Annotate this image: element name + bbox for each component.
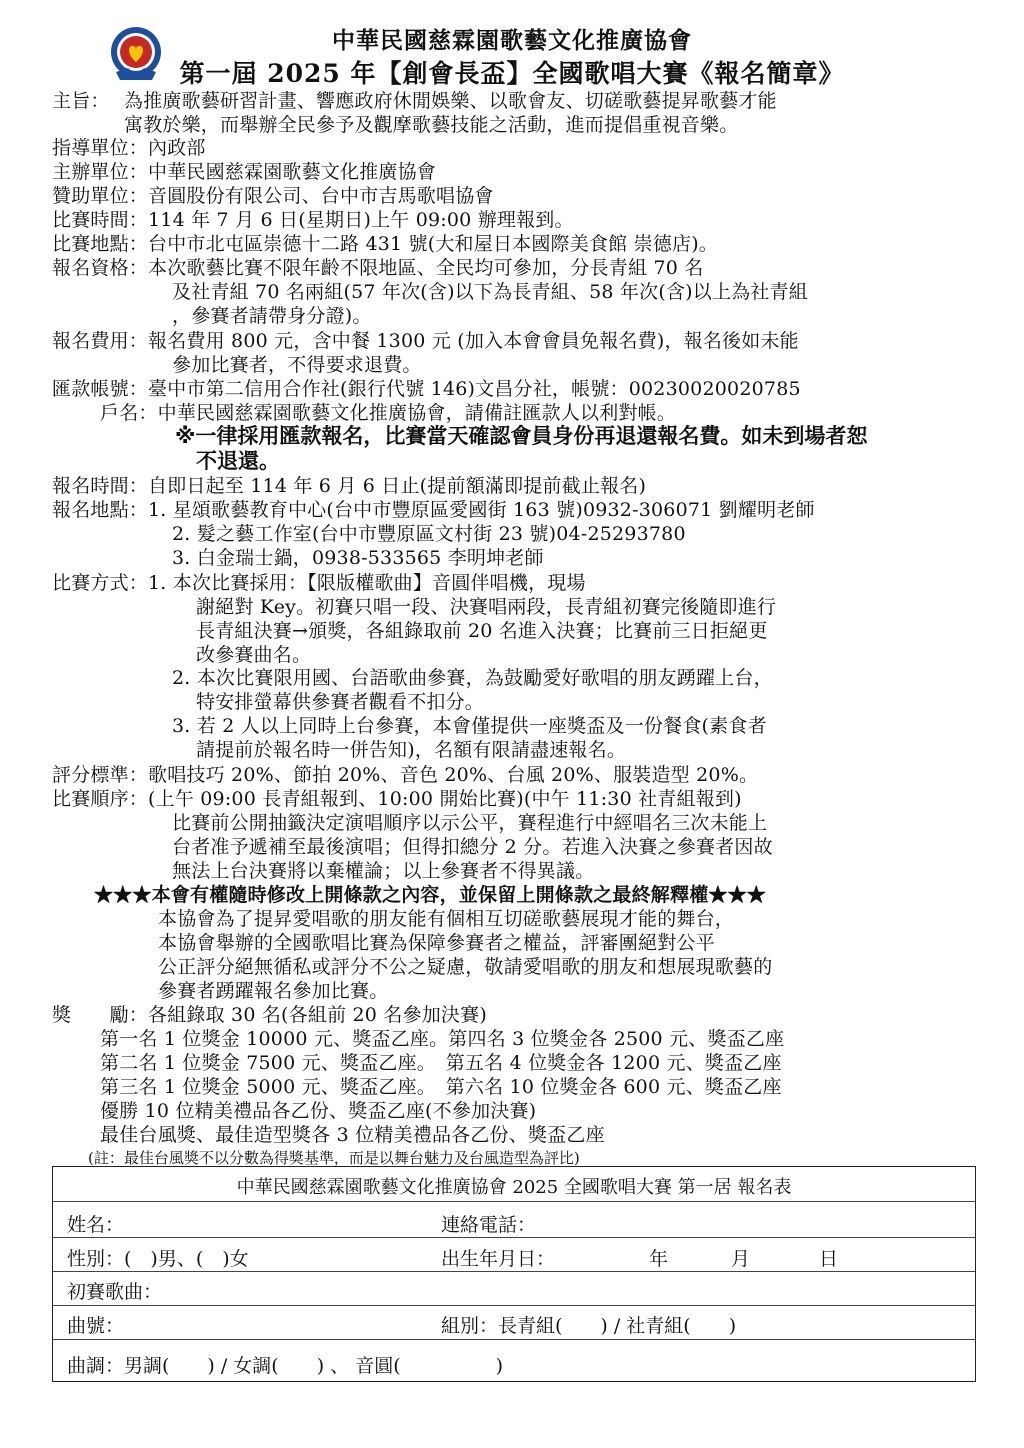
order-line-1: 比賽順序：(上午 09:00 長青組報到、10:00 開始比賽)(中午 11:30 社青組報到)	[52, 788, 742, 810]
awards-line-5: 最佳台風獎、最佳造型獎各 3 位精美禮品各乙份、獎盃乙座	[100, 1124, 605, 1146]
guide-unit: 指導單位：內政部	[52, 137, 206, 159]
method-line-7: 3. 若 2 人以上同時上台參賽，本會僅提供一座獎盃及一份餐食(素食者	[172, 715, 767, 737]
form-divider	[53, 1339, 975, 1340]
form-divider	[53, 1201, 975, 1202]
scoring-criteria: 評分標準：歌唱技巧 20%、節拍 20%、音色 20%、台風 20%、服裝造型 20%。	[52, 764, 759, 786]
rights-statement: ★★★本會有權隨時修改上開條款之內容，並保留上開條款之最終解釋權★★★	[94, 884, 767, 906]
first-round-song-field[interactable]: 初賽歌曲：	[67, 1281, 163, 1303]
birth-month-label: 月	[731, 1248, 751, 1270]
birth-date-field[interactable]: 出生年月日：	[441, 1248, 556, 1270]
registration-period: 報名時間：自即日起至 114 年 6 月 6 日止(提前額滿即提前截止報名)	[52, 475, 647, 497]
method-line-2: 謝絕對 Key。初賽只唱一段、決賽唱兩段，長青組初賽完後隨即進行	[196, 596, 777, 618]
form-divider	[53, 1305, 975, 1306]
contest-venue: 比賽地點：台中市北屯區崇德十二路 431 號(大和屋日本國際美食館 崇德店)。	[52, 233, 719, 255]
awards-line-1: 第一名 1 位獎金 10000 元、獎盃乙座。第四名 3 位獎金各 2500 元、獎盃乙座	[100, 1028, 785, 1050]
transfer-notice-1: ※一律採用匯款報名，比賽當天確認會員身份再退還報名費。如未到場者恕	[175, 424, 868, 448]
bank-account: 匯款帳號：臺中市第二信用合作社(銀行代號 146)文昌分社，帳號：00230020020785	[52, 378, 801, 400]
order-line-3: 台者准予遞補至最後演唱；但得扣總分 2 分。若進入決賽之參賽者因故	[172, 836, 773, 858]
method-line-1: 比賽方式：1. 本次比賽採用：【限版權歌曲】音圓伴唱機，現場	[52, 572, 586, 594]
page-title: 第一屆 2025 年【創會長盃】全國歌唱大賽《報名簡章》	[179, 59, 845, 88]
host-unit: 主辦單位：中華民國慈霖園歌藝文化推廣協會	[52, 161, 437, 183]
fee-line-1: 報名費用：報名費用 800 元，含中餐 1300 元 (加入本會會員免報名費)，報名後如未能	[52, 330, 799, 352]
order-line-2: 比賽前公開抽籤決定演唱順序以示公平，賽程進行中經唱名三次未能上	[172, 812, 768, 834]
form-divider	[53, 1237, 975, 1238]
statement-line-3: 本協會舉辦的全國歌唱比賽為保障參賽者之權益，評審團絕對公平	[158, 932, 715, 954]
eligibility-line-2: 及社青組 70 名兩組(57 年次(含)以下為長青組、58 年次(含)以上為社青組	[172, 281, 808, 303]
statement-line-4: 公正評分絕無循私或評分不公之疑慮，敬請愛唱歌的朋友和想展現歌藝的	[158, 956, 773, 978]
awards-line-2: 第二名 1 位獎金 7500 元、獎盃乙座。 第五名 4 位獎金各 1200 元、獎盃乙座	[100, 1052, 782, 1074]
method-line-3: 長青組決賽→頒獎，各組錄取前 20 名進入決賽；比賽前三日拒絕更	[196, 620, 768, 642]
registration-location-2: 2. 髮之藝工作室(台中市豐原區文村街 23 號)04-25293780	[172, 523, 686, 545]
fee-line-2: 參加比賽者，不得要求退費。	[172, 354, 422, 376]
method-line-6: 特安排螢幕供參賽者觀看不扣分。	[196, 691, 485, 713]
registration-form	[52, 1166, 976, 1382]
eligibility-line-1: 報名資格：本次歌藝比賽不限年齡不限地區、全民均可參加，分長青組 70 名	[52, 257, 704, 279]
statement-line-5: 參賽者踴躍報名參加比賽。	[158, 980, 389, 1002]
account-name: 戶名：中華民國慈霖園歌藝文化推廣協會，請備註匯款人以利對帳。	[100, 402, 677, 424]
purpose-line-2: 寓教於樂，而舉辦全民參予及觀摩歌藝技能之活動，進而提倡重視音樂。	[124, 114, 739, 136]
sponsor-unit: 贊助單位：音圓股份有限公司、台中市吉馬歌唱協會	[52, 185, 494, 207]
form-title: 中華民國慈霖園歌藝文化推廣協會 2025 全國歌唱大賽 第一居 報名表	[236, 1177, 792, 1198]
awards-heading: 獎 勵：各組錄取 30 名(各組前 20 名參加決賽)	[52, 1004, 487, 1026]
registration-location-1: 報名地點：1. 星頌歌藝教育中心(台中市豐原區愛國街 163 號)0932-306071 劉耀明老師	[52, 499, 815, 521]
song-number-field[interactable]: 曲號：	[67, 1315, 125, 1337]
method-line-8: 請提前於報名時一併告知)，名額有限請盡速報名。	[196, 739, 627, 761]
name-field[interactable]: 姓名：	[67, 1214, 125, 1236]
awards-note: (註：最佳台風獎不以分數為得獎基準，而是以舞台魅力及台風造型為評比)	[88, 1149, 580, 1167]
statement-line-2: 本協會為了提昇愛唱歌的朋友能有個相互切磋歌藝展現才能的舞台，	[158, 908, 735, 930]
birth-day-label: 日	[819, 1248, 839, 1270]
form-divider	[53, 1271, 975, 1272]
purpose-line-1: 為推廣歌藝研習計畫、響應政府休閒娛樂、以歌會友、切磋歌藝提昇歌藝才能	[124, 90, 777, 112]
registration-location-3: 3. 白金瑞士鍋，0938-533565 李明坤老師	[172, 547, 544, 569]
contest-time: 比賽時間：114 年 7 月 6 日(星期日)上午 09:00 辦理報到。	[52, 209, 574, 231]
org-title: 中華民國慈霖園歌藝文化推廣協會	[332, 27, 692, 54]
birth-year-label: 年	[649, 1248, 669, 1270]
order-line-4: 無法上台決賽將以棄權論；以上參賽者不得異議。	[172, 860, 595, 882]
transfer-notice-2: 不退還。	[196, 449, 280, 473]
eligibility-line-3: ，參賽者請帶身分證)。	[172, 305, 372, 327]
awards-line-3: 第三名 1 位獎金 5000 元、獎盃乙座。 第六名 10 位獎金各 600 元、獎盃乙座	[100, 1076, 782, 1098]
method-line-4: 改參賽曲名。	[196, 644, 312, 666]
method-line-5: 2. 本次比賽限用國、台語歌曲參賽，為鼓勵愛好歌唱的朋友踴躍上台，	[172, 667, 773, 689]
awards-line-4: 優勝 10 位精美禮品各乙份、獎盃乙座(不參加決賽)	[100, 1100, 537, 1122]
purpose-label: 主旨：	[52, 90, 110, 112]
group-field[interactable]: 組別：長青組( ) / 社青組( )	[441, 1315, 737, 1337]
phone-field[interactable]: 連絡電話：	[441, 1214, 537, 1236]
gender-field[interactable]: 性別：( )男、( )女	[67, 1248, 249, 1270]
key-field[interactable]: 曲調：男調( ) / 女調( ) 、 音圓( )	[67, 1355, 504, 1377]
